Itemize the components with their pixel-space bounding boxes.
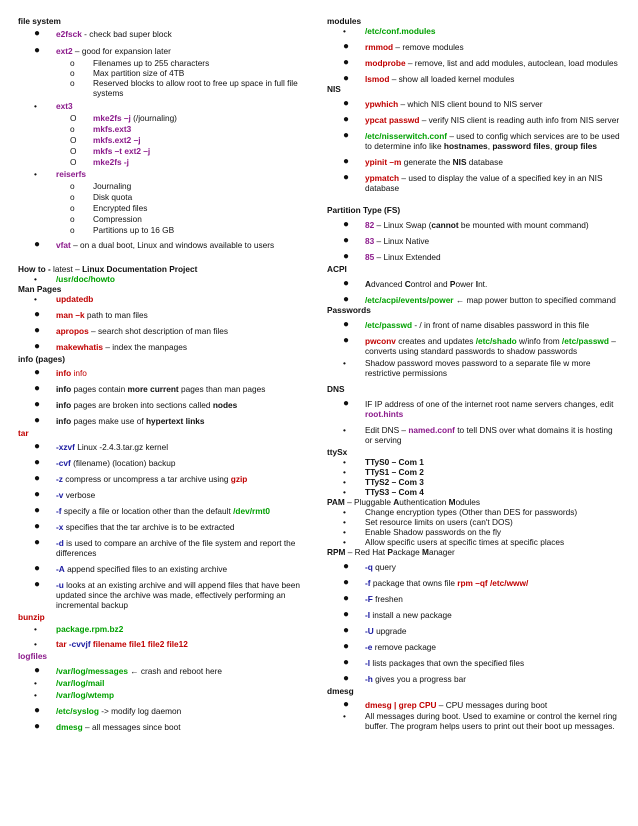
- list-item: ● -e remove package: [343, 641, 437, 652]
- bullet-icon: •: [343, 517, 346, 527]
- rpm-list: [327, 562, 622, 684]
- howto-heading: How to - latest – Linux Documentation Project: [18, 264, 198, 274]
- bullet-icon: •: [343, 457, 346, 467]
- list-item: • Change encryption types (Other than DES for passwords): [343, 507, 578, 517]
- bullet-icon: ●: [343, 561, 350, 572]
- modules-list: [327, 26, 622, 84]
- list-item: • TTyS3 – Com 4: [343, 487, 424, 497]
- list-item: ● 82 – Linux Swap (cannot be mounted with mount command): [343, 219, 589, 230]
- bullet-icon: ●: [34, 325, 41, 336]
- left-column: [18, 16, 313, 738]
- list-item: ● ext2 – good for expansion later: [34, 45, 171, 56]
- dns-list: [327, 399, 622, 445]
- bullet-icon: ●: [343, 625, 350, 636]
- list-item: ● ypmatch – used to display the value of a specified key in an NIS database: [343, 172, 603, 193]
- circle-bullet-icon: o: [70, 214, 75, 224]
- circle-bullet-icon: o: [70, 225, 75, 235]
- bullet-icon: ●: [34, 489, 41, 500]
- bullet-icon: ●: [343, 251, 350, 262]
- man-pages-list: [18, 294, 313, 352]
- bullet-icon: •: [343, 537, 346, 547]
- bullet-icon: ●: [34, 537, 41, 548]
- bullet-icon: ●: [343, 699, 350, 710]
- list-item: ● dmesg – all messages since boot: [34, 721, 181, 732]
- bullet-icon: •: [343, 711, 346, 721]
- bullet-icon: ●: [343, 641, 350, 652]
- bunzip-list: [18, 624, 313, 649]
- circle-bullet-icon: o: [70, 203, 75, 213]
- bullet-icon: ●: [343, 398, 350, 409]
- list-item: ● -d is used to compare an archive of the file system and report the differences: [34, 537, 296, 558]
- list-item: • /etc/conf.modules: [343, 26, 436, 36]
- list-item: ● apropos – search shot description of man files: [34, 325, 229, 336]
- list-item: • Set resource limits on users (can't DOS): [343, 517, 513, 527]
- right-column: [327, 16, 622, 731]
- bullet-icon: ●: [34, 441, 41, 452]
- bullet-icon: ●: [34, 665, 41, 676]
- list-item: o Encrypted files: [70, 203, 148, 213]
- list-item: ● -cvf (filename) (location) backup: [34, 457, 176, 468]
- list-item: ● ypcat passwd – verify NIS client is reading auth info from NIS server: [343, 114, 620, 125]
- bullet-icon: ●: [34, 705, 41, 716]
- circle-bullet-icon: o: [70, 68, 75, 78]
- bullet-icon: ●: [34, 579, 41, 590]
- bullet-icon: ●: [343, 673, 350, 684]
- list-item: o Compression: [70, 214, 142, 224]
- list-item: • All messages during boot. Used to examine or control the kernel ring buffer. The program helps users to print out their boot up messages.: [343, 711, 617, 731]
- list-item: o Max partition size of 4TB: [70, 68, 185, 78]
- list-item: • tar -cvvjf filename file1 file2 file12: [34, 639, 188, 649]
- list-item: ● ypinit –m generate the NIS database: [343, 156, 503, 167]
- tar-heading: tar: [18, 428, 29, 438]
- nis-heading: NIS: [327, 84, 341, 94]
- rpm-heading: RPM – Red Hat Package Manager: [327, 547, 455, 557]
- circle-bullet-icon: o: [70, 58, 75, 68]
- modules-heading: modules: [327, 16, 362, 26]
- list-item: ● -u looks at an existing archive and will append files that have been updated since the archive was made, effectively performing an incremental backup: [34, 579, 300, 610]
- dmesg-list: [327, 700, 622, 731]
- list-item: o Journaling: [70, 181, 132, 191]
- list-item: O mkfs.ext2 –j: [70, 135, 141, 145]
- list-item: • package.rpm.bz2: [34, 624, 124, 634]
- list-item: • ext3: [34, 101, 73, 111]
- bullet-icon: ●: [343, 98, 350, 109]
- list-item: ● makewhatis – index the manpages: [34, 341, 187, 352]
- list-item: ● ypwhich – which NIS client bound to NIS server: [343, 98, 543, 109]
- logfiles-heading: logfiles: [18, 651, 48, 661]
- acpi-heading: ACPI: [327, 264, 347, 274]
- circle-bullet-icon: O: [70, 157, 77, 167]
- list-item: • /var/log/mail: [34, 678, 105, 688]
- bullet-icon: ●: [34, 239, 41, 250]
- list-item: ● -xzvf Linux -2.4.3.tar.gz kernel: [34, 441, 169, 452]
- bullet-icon: •: [343, 507, 346, 517]
- list-item: ● lsmod – show all loaded kernel modules: [343, 73, 515, 84]
- bullet-icon: ●: [34, 415, 41, 426]
- pam-heading: PAM – Pluggable Authentication Modules: [327, 497, 481, 507]
- circle-bullet-icon: o: [70, 78, 75, 88]
- list-item: • Enable Shadow passwords on the fly: [343, 527, 502, 537]
- list-item: ● -v verbose: [34, 489, 96, 500]
- bullet-icon: ●: [34, 309, 41, 320]
- list-item: O mke2fs –j (/journaling): [70, 113, 177, 123]
- list-item: o Reserved blocks to allow root to free up space in full file systems: [70, 78, 298, 98]
- partition-heading: Partition Type (FS): [327, 205, 401, 215]
- ttysx-list: [327, 457, 622, 497]
- bullet-icon: ●: [343, 294, 350, 305]
- bullet-icon: ●: [34, 341, 41, 352]
- bullet-icon: ●: [343, 657, 350, 668]
- bullet-icon: ●: [343, 335, 350, 346]
- list-item: ● rmmod – remove modules: [343, 41, 464, 52]
- list-item: ● dmesg | grep CPU – CPU messages during boot: [343, 699, 548, 710]
- list-item: ● -F freshen: [343, 593, 403, 604]
- list-item: o mkfs.ext3: [70, 124, 132, 134]
- list-item: • Allow specific users at specific times at specific places: [343, 537, 565, 547]
- list-item: ● /etc/syslog -> modify log daemon: [34, 705, 182, 716]
- bullet-icon: ●: [343, 57, 350, 68]
- bullet-icon: •: [34, 678, 37, 688]
- file-system-list: [18, 29, 313, 250]
- bullet-icon: ●: [343, 593, 350, 604]
- file-system-heading: file system: [18, 16, 61, 26]
- nis-list: [327, 99, 622, 193]
- bullet-icon: ●: [34, 563, 41, 574]
- list-item: o Partitions up to 16 GB: [70, 225, 175, 235]
- list-item: ● info pages make use of hypertext links: [34, 415, 205, 426]
- dns-heading: DNS: [327, 384, 345, 394]
- list-item: O mkfs –t ext2 –j: [70, 146, 151, 156]
- bullet-icon: •: [343, 487, 346, 497]
- bullet-icon: •: [34, 274, 37, 284]
- bullet-icon: ●: [34, 45, 41, 56]
- bullet-icon: ●: [343, 278, 350, 289]
- list-item: ● /etc/passwd - / in front of name disables password in this file: [343, 319, 590, 330]
- bullet-icon: •: [343, 26, 346, 36]
- circle-bullet-icon: o: [70, 124, 75, 134]
- bullet-icon: ●: [343, 219, 350, 230]
- howto-list: [18, 274, 313, 284]
- list-item: • updatedb: [34, 294, 94, 304]
- info-heading: info (pages): [18, 354, 66, 364]
- bullet-icon: ●: [343, 73, 350, 84]
- pam-list: [327, 507, 622, 547]
- bullet-icon: •: [34, 101, 37, 111]
- bullet-icon: ●: [34, 457, 41, 468]
- bullet-icon: ●: [343, 156, 350, 167]
- list-item: ● 85 – Linux Extended: [343, 251, 441, 262]
- bullet-icon: ●: [34, 383, 41, 394]
- bullet-icon: ●: [343, 114, 350, 125]
- bullet-icon: •: [343, 358, 346, 368]
- list-item: ● -x specifies that the tar archive is to be extracted: [34, 521, 235, 532]
- list-item: • TTyS2 – Com 3: [343, 477, 424, 487]
- list-item: • TTyS0 – Com 1: [343, 457, 424, 467]
- list-item: ● info pages contain more current pages than man pages: [34, 383, 266, 394]
- list-item: ● IF IP address of one of the internet root name servers changes, edit root.hints: [343, 398, 614, 419]
- bullet-icon: •: [34, 294, 37, 304]
- list-item: ● -I install a new package: [343, 609, 452, 620]
- ttysx-heading: ttySx: [327, 447, 348, 457]
- bullet-icon: ●: [343, 41, 350, 52]
- list-item: O mke2fs -j: [70, 157, 129, 167]
- list-item: • TTyS1 – Com 2: [343, 467, 424, 477]
- circle-bullet-icon: o: [70, 192, 75, 202]
- passwords-list: [327, 320, 622, 378]
- list-item: ● pwconv creates and updates /etc/shado w/info from /etc/passwd – converts using standard passwords to shadow passwords: [343, 335, 616, 356]
- circle-bullet-icon: O: [70, 146, 77, 156]
- list-item: ● -f specify a file or location other than the default /dev/rmt0: [34, 505, 270, 516]
- list-item: ● info info: [34, 367, 87, 378]
- tar-list: [18, 442, 313, 610]
- dmesg-heading: dmesg: [327, 686, 354, 696]
- list-item: ● -U upgrade: [343, 625, 407, 636]
- bullet-icon: •: [34, 169, 37, 179]
- list-item: ● -l lists packages that own the specified files: [343, 657, 525, 668]
- bullet-icon: •: [343, 467, 346, 477]
- bullet-icon: ●: [34, 28, 41, 39]
- list-item: ● -q query: [343, 561, 396, 572]
- bullet-icon: ●: [343, 609, 350, 620]
- acpi-list: [327, 279, 622, 305]
- list-item: ● -A append specified files to an existing archive: [34, 563, 228, 574]
- list-item: o Disk quota: [70, 192, 133, 202]
- bullet-icon: ●: [343, 235, 350, 246]
- bullet-icon: ●: [34, 505, 41, 516]
- bullet-icon: ●: [343, 319, 350, 330]
- list-item: ● e2fsck - check bad super block: [34, 28, 172, 39]
- bullet-icon: ●: [34, 521, 41, 532]
- bullet-icon: •: [34, 639, 37, 649]
- list-item: ● info pages are broken into sections called nodes: [34, 399, 238, 410]
- bunzip-heading: bunzip: [18, 612, 45, 622]
- bullet-icon: •: [343, 425, 346, 435]
- bullet-icon: ●: [34, 399, 41, 410]
- man-pages-heading: Man Pages: [18, 284, 62, 294]
- bullet-icon: •: [343, 477, 346, 487]
- bullet-icon: •: [34, 690, 37, 700]
- circle-bullet-icon: O: [70, 113, 77, 123]
- list-item: o Filenames up to 255 characters: [70, 58, 210, 68]
- list-item: ● -z compress or uncompress a tar archive using gzip: [34, 473, 248, 484]
- list-item: ● -h gives you a progress bar: [343, 673, 467, 684]
- list-item: ● /etc/nisserwitch.conf – used to config which services are to be used to determine info like hostnames, password files, group files: [343, 130, 620, 151]
- bullet-icon: ●: [343, 130, 350, 141]
- list-item: ● -f package that owns file rpm –qf /etc/www/: [343, 577, 529, 588]
- list-item: ● /var/log/messages ← crash and reboot here: [34, 665, 223, 676]
- list-item: ● man –k path to man files: [34, 309, 148, 320]
- bullet-icon: ●: [343, 577, 350, 588]
- bullet-icon: ●: [34, 721, 41, 732]
- bullet-icon: ●: [34, 473, 41, 484]
- list-item: ● /etc/acpi/events/power ← map power button to specified command: [343, 294, 616, 305]
- bullet-icon: •: [34, 624, 37, 634]
- bullet-icon: ●: [34, 367, 41, 378]
- logfiles-list: [18, 666, 313, 732]
- list-item: • reiserfs: [34, 169, 86, 179]
- bullet-icon: ●: [343, 172, 350, 183]
- list-item: ● modprobe – remove, list and add modules, autoclean, load modules: [343, 57, 618, 68]
- list-item: • Shadow password moves password to a separate file w more restrictive permissions: [343, 358, 591, 378]
- partition-list: [327, 220, 622, 262]
- passwords-heading: Passwords: [327, 305, 371, 315]
- list-item: • Edit DNS – named.conf to tell DNS over what domains it is hosting or serving: [343, 425, 613, 445]
- info-list: [18, 368, 313, 426]
- list-item: • /var/log/wtemp: [34, 690, 115, 700]
- list-item: • /usr/doc/howto: [34, 274, 115, 284]
- circle-bullet-icon: o: [70, 181, 75, 191]
- circle-bullet-icon: O: [70, 135, 77, 145]
- list-item: ● Advanced Control and Power Int.: [343, 278, 488, 289]
- bullet-icon: •: [343, 527, 346, 537]
- list-item: ● 83 – Linux Native: [343, 235, 430, 246]
- list-item: ● vfat – on a dual boot, Linux and windows available to users: [34, 239, 275, 250]
